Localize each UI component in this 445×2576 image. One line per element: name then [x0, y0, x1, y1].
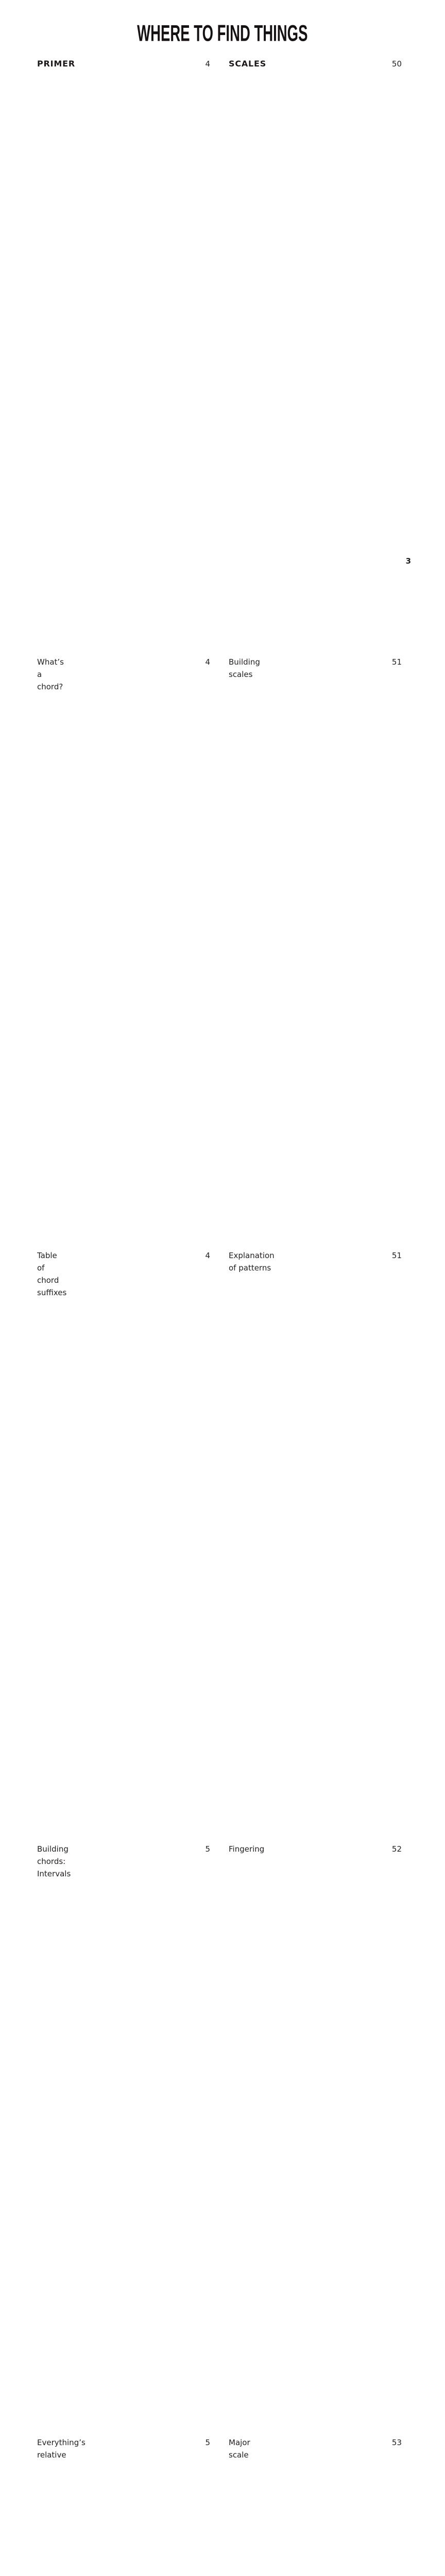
toc-entry — [37, 656, 210, 1249]
entry-title: Fingering — [229, 1844, 265, 1854]
toc-entry — [229, 2436, 402, 2576]
entry-title: Table of chord suffixes — [37, 1251, 67, 1297]
page-number: 3 — [405, 556, 411, 566]
toc-entry — [229, 656, 402, 1249]
toc-left-column — [37, 58, 210, 2576]
entry-page-number: 51 — [263, 656, 402, 1249]
entry-title: Building chords: Intervals — [37, 1844, 71, 1878]
toc-section — [37, 58, 210, 2576]
section-page-number: 50 — [269, 58, 402, 651]
toc-entry — [229, 1843, 402, 2436]
entry-title: What’s a chord? — [37, 657, 64, 691]
entry-page-number: 4 — [70, 1249, 210, 1843]
toc-entry — [229, 1249, 402, 1843]
section-heading-row — [229, 58, 402, 651]
toc-columns — [37, 58, 402, 2576]
entry-page-number: 51 — [278, 1249, 402, 1843]
entry-page-number: 4 — [67, 656, 210, 1249]
toc-entry — [37, 1249, 210, 1843]
entry-title: Major scale — [229, 2438, 250, 2460]
section-heading: SCALES — [229, 59, 267, 69]
toc-entry — [37, 2436, 210, 2576]
toc-right-column — [229, 58, 402, 2576]
section-page-number: 4 — [78, 58, 210, 651]
section-heading-row — [37, 58, 210, 651]
entry-page-number: 52 — [267, 1843, 402, 2436]
entry-title: Everything’s relative — [37, 2438, 85, 2460]
toc-entry — [37, 1843, 210, 2436]
entry-page-number: 53 — [253, 2436, 402, 2576]
page-title — [0, 23, 445, 45]
entry-title: Building scales — [229, 657, 260, 679]
page-title-text: WHERE TO FIND THINGS — [137, 21, 308, 46]
entry-page-number: 5 — [89, 2436, 210, 2576]
toc-section — [229, 58, 402, 2576]
entry-page-number: 5 — [74, 1843, 210, 2436]
entry-title: Explanation of patterns — [229, 1251, 275, 1273]
section-heading: PRIMER — [37, 59, 75, 69]
